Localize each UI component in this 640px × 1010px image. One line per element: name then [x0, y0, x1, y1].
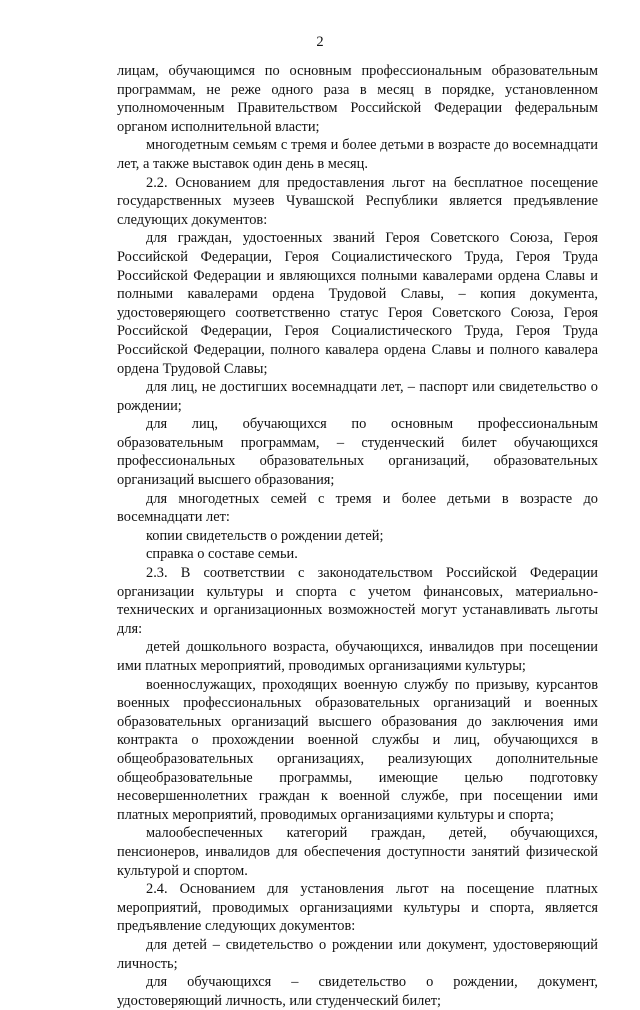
paragraph-low-income: малообеспеченных категорий граждан, детей, обучающихся, пенсионеров, инвалидов для обеспечения доступности занятий физической культурой и спортом. [117, 825, 598, 879]
paragraph-section-2-2: 2.2. Основанием для предоставления льгот на бесплатное посещение государственных музеев Чувашской Республики является предъявление следующих документов: [117, 174, 598, 228]
paragraph-children-documents: для детей – свидетельство о рождении или документ, удостоверяющий личность; [117, 936, 598, 972]
document-body [117, 62, 598, 1010]
paragraph-minors-documents: для лиц, не достигших восемнадцати лет, – паспорт или свидетельство о рождении; [117, 379, 598, 414]
paragraph-learners-documents: для обучающихся – свидетельство о рождении, документ, удостоверяющий личность, или студенческий билет; [117, 974, 598, 1009]
page-number: 2 [316, 34, 324, 50]
paragraph-family-certificate: справка о составе семьи. [146, 546, 298, 563]
paragraph-preschool-children: детей дошкольного возраста, обучающихся, инвалидов при посещении ими платных мероприятий, проводимых организациями культуры; [117, 639, 598, 674]
paragraph-birth-certificates: копии свидетельств о рождении детей; [146, 527, 384, 544]
paragraph-section-2-4: 2.4. Основанием для установления льгот на посещение платных мероприятий, проводимых организациями культуры и спорта, является предъявление следующих документов: [117, 881, 598, 935]
paragraph-large-families: многодетным семьям с тремя и более детьми в возрасте до восемнадцати лет, а также выставок один день в месяц. [117, 137, 598, 172]
paragraph-section-2-3: 2.3. В соответствии с законодательством Российской Федерации организации культуры и спорта с учетом финансовых, материально-технических и организационных возможностей могут устанавливать льготы для: [117, 565, 598, 637]
paragraph-military-personnel: военнослужащих, проходящих военную службу по призыву, курсантов военных профессиональных образовательных организаций и военных образовательных организаций высшего образования до заключения ими контракта о прохождении военной службы и лиц, обучающихся в общеобразовательных организациях, реализующих дополнительные общеобразовательные программы, имеющие целью подготовку несовершеннолетних граждан к военной службе, при посещении ими платных мероприятий, проводимых организациями культуры и спорта; [117, 676, 598, 823]
paragraph-heroes-documents: для граждан, удостоенных званий Героя Советского Союза, Героя Российской Федерации, Героя Социалистического Труда, Героя Труда Российской Федерации и являющихся полными кавалерами ордена Славы и полными кавалерами ордена Трудовой Славы, – копия документа, удостоверяющего соответственно статус Героя Советского Союза, Героя Российской Федерации, Героя Социалистического Труда, Героя Труда Российской Федерации, полного кавалера ордена Славы и полного кавалера ордена Трудовой Славы; [117, 230, 598, 377]
paragraph-students-documents: для лиц, обучающихся по основным профессиональным образовательным программам, – студенческий билет обучающихся профессиональных образовательных организаций, образовательных организаций высшего образования; [117, 416, 598, 489]
paragraph-large-families-documents: для многодетных семей с тремя и более детьми в возрасте до восемнадцати лет: [117, 490, 598, 526]
paragraph-persons-students-continued: лицам, обучающимся по основным профессиональным образовательным программам, не реже одного раза в месяц в порядке, установленном уполномоченным Правительством Российской Федерации федеральным органом исполнительной власти; [117, 63, 598, 135]
